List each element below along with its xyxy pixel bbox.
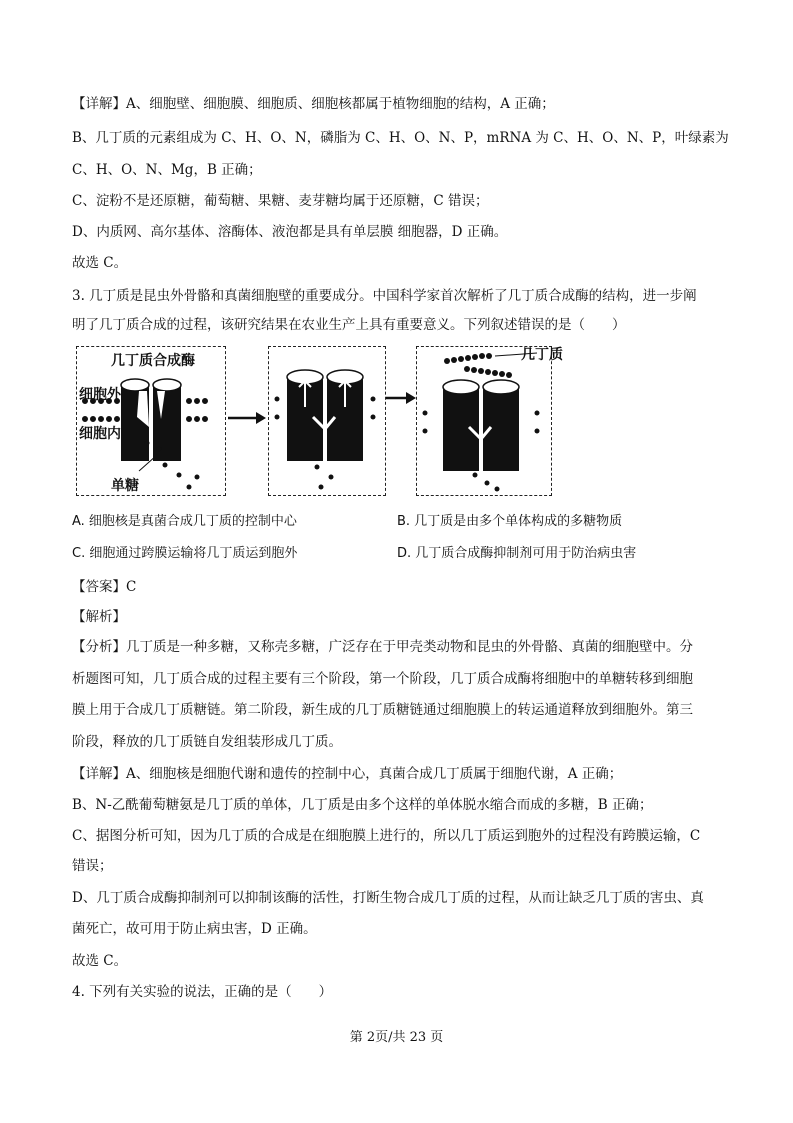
analysis-heading: 【解析】 (72, 609, 126, 625)
arrow-right-icon (386, 390, 416, 406)
figure-stage-2 (268, 346, 386, 496)
outside-label: 细胞外 (79, 387, 121, 403)
inside-label: 细胞内 (79, 426, 121, 442)
text-line: 故选 C。 (72, 953, 128, 969)
text-line: B、N-乙酰葡萄糖氨是几丁质的单体，几丁质是由多个这样的单体脱水缩合而成的多糖，B 正确； (72, 797, 653, 813)
option-d[interactable]: D. 几丁质合成酶抑制剂可用于防治病虫害 (397, 546, 637, 561)
text-line: B、几丁质的元素组成为 C、H、O、N，磷脂为 C、H、O、N、P，mRNA 为 C、H、O、N、P，叶绿素为 (72, 130, 729, 146)
text-line: C、淀粉不是还原糖，葡萄糖、果糖、麦芽糖均属于还原糖，C 错误； (72, 193, 489, 209)
text-line: 膜上用于合成几丁质糖链。第二阶段，新生成的几丁质糖链通过细胞膜上的转运通道释放到细胞外。第三 (72, 702, 693, 718)
answer-line: 【答案】C (72, 579, 137, 595)
text-line: C、H、O、N、Mg，B 正确； (72, 162, 262, 178)
question-3-stem: 3. 几丁质是昆虫外骨骼和真菌细胞壁的重要成分。中国科学家首次解析了几丁质合成酶的结构，进一步阐 (72, 288, 697, 304)
enzyme-stage-3-drawing (417, 347, 551, 495)
text-line: 阶段，释放的几丁质链自发组装形成几丁质。 (72, 734, 342, 750)
figure-stage-3 (416, 346, 563, 496)
chitin-synthesis-figure (76, 346, 563, 496)
text-line: 析题图可知，几丁质合成的过程主要有三个阶段，第一个阶段，几丁质合成酶将细胞中的单糖转移到细胞 (72, 671, 693, 687)
text-line: 【详解】A、细胞核是细胞代谢和遗传的控制中心，真菌合成几丁质属于细胞代谢，A 正确； (72, 766, 623, 782)
arrow-right-icon (228, 410, 266, 426)
question-4-stem: 4. 下列有关实验的说法，正确的是（ ） (72, 984, 333, 1000)
option-c[interactable]: C. 细胞通过跨膜运输将几丁质运到胞外 (72, 546, 298, 561)
text-line: 菌死亡，故可用于防止病虫害，D 正确。 (72, 921, 317, 937)
chitin-label: 几丁质 (521, 347, 563, 363)
text-line: D、几丁质合成酶抑制剂可以抑制该酶的活性，打断生物合成几丁质的过程，从而让缺乏几丁质的害虫、真 (72, 890, 704, 906)
text-line: D、内质网、高尔基体、溶酶体、液泡都是具有单层膜 细胞器，D 正确。 (72, 224, 508, 240)
text-line: 故选 C。 (72, 255, 128, 271)
text-line: 错误； (72, 858, 113, 874)
text-line: 【分析】几丁质是一种多糖，又称壳多糖，广泛存在于甲壳类动物和昆虫的外骨骼、真菌的细胞壁中。分 (72, 639, 693, 655)
sugar-label: 单糖 (111, 478, 139, 494)
enzyme-label: 几丁质合成酶 (111, 353, 195, 369)
figure-stage-1 (76, 346, 226, 496)
text-line: C、据图分析可知，因为几丁质的合成是在细胞膜上进行的，所以几丁质运到胞外的过程没有跨膜运输，C (72, 828, 701, 844)
option-a[interactable]: A. 细胞核是真菌合成几丁质的控制中心 (72, 514, 297, 529)
option-b[interactable]: B. 几丁质是由多个单体构成的多糖物质 (397, 514, 623, 529)
question-3-stem: 明了几丁质合成的过程，该研究结果在农业生产上具有重要意义。下列叙述错误的是（ ） (72, 317, 626, 333)
text-line: 【详解】A、细胞壁、细胞膜、细胞质、细胞核都属于植物细胞的结构，A 正确； (72, 96, 555, 112)
page-footer: 第 2页/共 23 页 (349, 1030, 444, 1045)
enzyme-stage-2-drawing (269, 347, 385, 495)
